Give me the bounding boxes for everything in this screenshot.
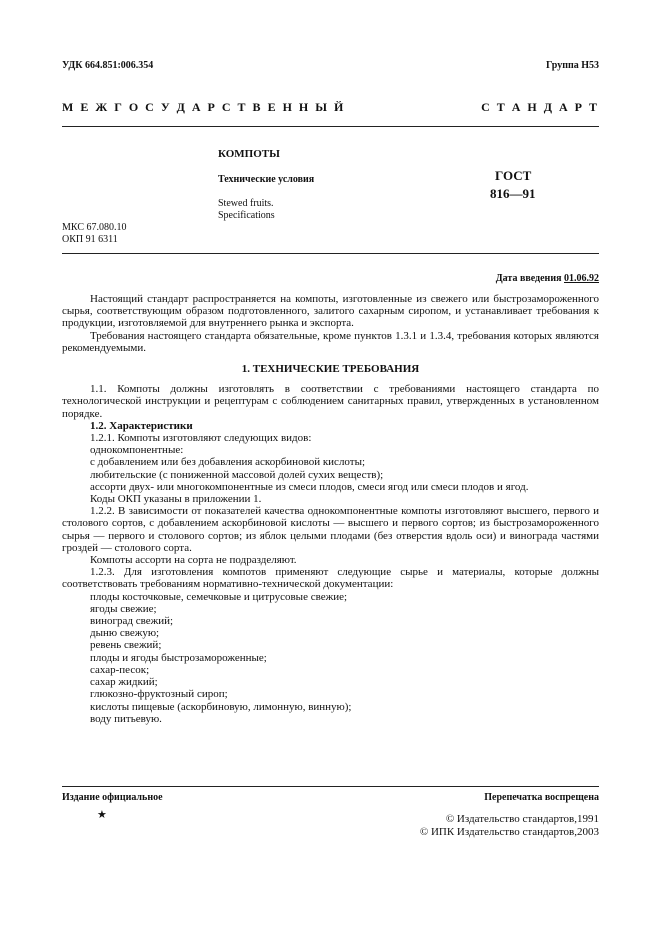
- clause-1-2-3: 1.2.3. Для изготовления компотов применяют следующие сырье и материалы, которые должны соответствовать требованиям нормативно-технической документации:: [62, 566, 599, 591]
- material-item: кислоты пищевые (аскорбиновую, лимонную, винную);: [90, 700, 352, 713]
- material-item: виноград свежий;: [90, 615, 174, 628]
- clause-1-1: 1.1. Компоты должны изготовлять в соответствии с требованиями настоящего стандарта по технологической инструкции и рецептурам с соблюдением санитарных правил, утвержденных в установленном порядке.: [62, 383, 599, 420]
- date-value: 01.06.92: [564, 273, 599, 284]
- date-label: Дата введения: [495, 273, 562, 284]
- clause-1-2: 1.2. Характеристики: [90, 419, 193, 432]
- clause-1-2-1: 1.2.1. Компоты изготовляют следующих видов:: [90, 432, 312, 445]
- material-item: дыню свежую;: [90, 627, 160, 640]
- banner-right: С Т А Н Д А Р Т: [481, 100, 599, 114]
- material-item: ревень свежий;: [90, 639, 162, 652]
- document-body: [62, 293, 599, 725]
- intro-paragraph-2: Требования настоящего стандарта обязательные, кроме пунктов 1.3.1 и 1.3.4, требования которых являются рекомендуемыми.: [62, 329, 599, 354]
- material-item: плоды косточковые, семечковые и цитрусовые свежие;: [90, 590, 348, 603]
- effective-date: [496, 273, 599, 284]
- okp-code: ОКП 91 6311: [62, 234, 118, 245]
- mks-code: МКС 67.080.10: [62, 222, 127, 233]
- gost-number: 816—91: [490, 186, 536, 201]
- kind-item: ассорти двух- или многокомпонентные из смеси плодов, смеси ягод или смеси плодов и ягод.: [90, 480, 529, 493]
- standard-banner: [62, 100, 599, 115]
- star-icon: ★: [97, 809, 107, 821]
- group-code: Группа Н53: [546, 60, 599, 71]
- footer-rule: [62, 786, 599, 787]
- english-title: Stewed fruits.: [218, 198, 274, 209]
- okp-note: Коды ОКП указаны в приложении 1.: [90, 493, 262, 506]
- clause-1-2-2: 1.2.2. В зависимости от показателей качества однокомпонентные компоты изготовляют высшего, первого и столового сортов, с добавлением аскорбиновой кислоты — высшего и первого сортов; из быстрозамороженного сырья — первого и столового сортов; из яблок целыми плодами (без отверстия вдоль оси) и винограда частями гроздей — столового сорта.: [62, 505, 599, 554]
- reprint-notice: Перепечатка воспрещена: [484, 792, 599, 803]
- material-item: воду питьевую.: [90, 712, 162, 725]
- udk-code: УДК 664.851:006.354: [62, 60, 154, 71]
- copyright-1991: © Издательство стандартов,1991: [445, 813, 599, 825]
- banner-left: М Е Ж Г О С У Д А Р С Т В Е Н Н Ы Й: [62, 100, 346, 114]
- section-heading: 1. ТЕХНИЧЕСКИЕ ТРЕБОВАНИЯ: [241, 363, 420, 376]
- material-item: плоды и ягоды быстрозамороженные;: [90, 651, 267, 664]
- intro-paragraph-1: Настоящий стандарт распространяется на компоты, изготовленные из свежего или быстрозамороженного сырья, соответствующим образом подготовленного, залитого сахарным сиропом, и устанавливает требования к продукции, изготовляемой для внутреннего рынка и экспорта.: [62, 293, 599, 330]
- material-item: сахар-песок;: [90, 663, 150, 676]
- title-rule: [62, 253, 599, 254]
- doc-subtitle: Технические условия: [218, 174, 315, 185]
- kind-item: любительские (с пониженной массовой долей сухих веществ);: [90, 468, 384, 481]
- assorted-note: Компоты ассорти на сорта не подразделяют.: [90, 554, 297, 567]
- english-subtitle: Specifications: [218, 210, 275, 221]
- kind-item: с добавлением или без добавления аскорбиновой кислоты;: [90, 456, 366, 469]
- copyright-2003: © ИПК Издательство стандартов,2003: [419, 826, 599, 838]
- doc-title: КОМПОТЫ: [218, 148, 280, 160]
- kind-item: однокомпонентные:: [90, 444, 184, 457]
- top-rule: [62, 126, 599, 127]
- material-item: ягоды свежие;: [90, 602, 157, 615]
- material-item: глюкозно-фруктозный сироп;: [90, 688, 228, 701]
- official-edition: Издание официальное: [62, 792, 163, 803]
- gost-label: ГОСТ: [495, 168, 532, 183]
- material-item: сахар жидкий;: [90, 676, 158, 689]
